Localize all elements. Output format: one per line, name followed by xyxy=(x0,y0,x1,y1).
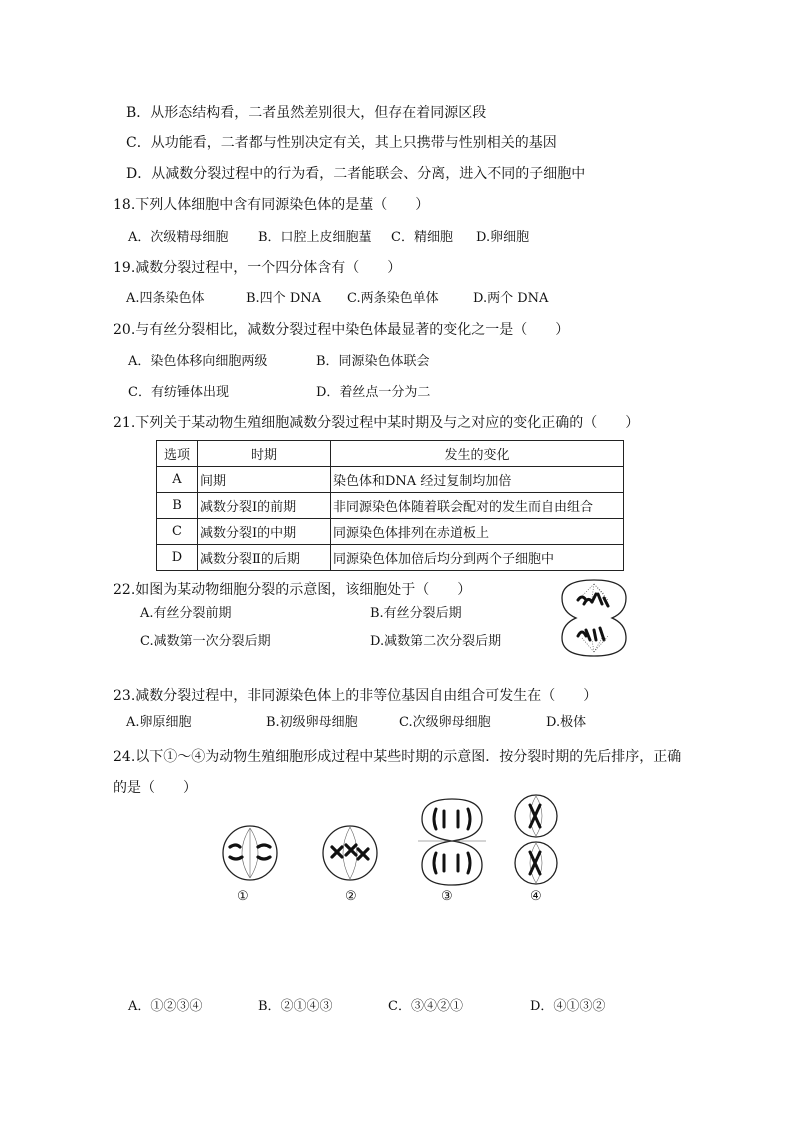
table-cell: 间期 xyxy=(198,467,331,493)
figure-label-2: ② xyxy=(345,889,357,904)
figure-label-3: ③ xyxy=(441,889,453,904)
q17-option-d: D．从减数分裂过程中的行为看，二者能联会、分离，进入不同的子细胞中 xyxy=(126,166,586,182)
table-cell: 非同源染色体随着联会配对的发生而自由组合 xyxy=(331,493,624,519)
q23-option-d: D.极体 xyxy=(546,715,587,730)
q20-option-b: B．同源染色体联会 xyxy=(316,354,430,369)
q23-option-b: B.初级卵母细胞 xyxy=(266,715,358,730)
q23-stem: 23.减数分裂过程中，非同源染色体上的非等位基因自由组合可发生在（ ） xyxy=(113,688,598,704)
q17-option-c: C．从功能看，二者都与性别决定有关，其上只携带与性别相关的基因 xyxy=(126,135,557,151)
q17-option-b: B．从形态结构看，二者虽然差别很大，但存在着同源区段 xyxy=(126,105,487,121)
q18-option-b: B．口腔上皮细胞蓳 xyxy=(258,230,372,245)
q18-option-a: A．次级精母细胞 xyxy=(128,230,229,245)
q19-option-b: B.四个 DNA xyxy=(246,291,322,306)
q19-option-c: C.两条染色单体 xyxy=(347,291,439,306)
cell-figure-2 xyxy=(320,823,380,883)
table-cell: C xyxy=(157,519,198,545)
q24-option-b: B．②①④③ xyxy=(258,999,333,1014)
table-cell: 同源染色体加倍后均分到两个子细胞中 xyxy=(331,545,624,571)
table-cell: 减数分裂Ⅱ的后期 xyxy=(198,545,331,571)
q22-option-c: C.减数第一次分裂后期 xyxy=(140,634,271,649)
table-header-row xyxy=(157,441,624,467)
table-row xyxy=(157,545,624,571)
figure-label-1: ① xyxy=(237,889,249,904)
q24-option-c: C．③④②① xyxy=(388,999,463,1014)
figure-label-4: ④ xyxy=(530,889,542,904)
q22-option-a: A.有丝分裂前期 xyxy=(140,606,232,621)
q24-option-a: A．①②③④ xyxy=(128,999,203,1014)
cell-figure-3 xyxy=(414,797,490,887)
table-cell: D xyxy=(157,545,198,571)
table-cell: 减数分裂Ⅰ的中期 xyxy=(198,519,331,545)
q24-stem-continued: 的是（ ） xyxy=(113,780,197,796)
table-cell: 染色体和DNA 经过复制均加倍 xyxy=(331,467,624,493)
q20-option-a: A．染色体移向细胞两级 xyxy=(128,354,268,369)
table-cell: 同源染色体排列在赤道板上 xyxy=(331,519,624,545)
table-cell: B xyxy=(157,493,198,519)
table-header: 时期 xyxy=(198,441,331,467)
q24-stem: 24.以下①～④为动物生殖细胞形成过程中某些时期的示意图．按分裂时期的先后排序，正确 xyxy=(113,749,682,765)
table-header: 发生的变化 xyxy=(331,441,624,467)
table-row xyxy=(157,493,624,519)
table-cell: A xyxy=(157,467,198,493)
table-cell: 减数分裂Ⅰ的前期 xyxy=(198,493,331,519)
q20-option-d: D．着丝点一分为二 xyxy=(316,385,431,400)
q21-stem: 21.下列关于某动物生殖细胞减数分裂过程中某时期及与之对应的变化正确的（ ） xyxy=(113,415,640,431)
q19-option-d: D.两个 DNA xyxy=(473,291,549,306)
q21-table xyxy=(156,440,624,571)
cell-figure-1 xyxy=(220,823,280,883)
table-row xyxy=(157,519,624,545)
dividing-cell-figure xyxy=(552,578,636,658)
cell-figure-4 xyxy=(506,793,566,887)
q22-option-b: B.有丝分裂后期 xyxy=(370,606,462,621)
q22-option-d: D.减数第二次分裂后期 xyxy=(370,634,502,649)
q18-stem: 18.下列人体细胞中含有同源染色体的是蓳（ ） xyxy=(113,197,430,213)
q23-option-a: A.卵原细胞 xyxy=(126,715,192,730)
q18-option-d: D.卵细胞 xyxy=(476,230,530,245)
q18-option-c: C．精细胞 xyxy=(391,230,453,245)
table-row xyxy=(157,467,624,493)
q20-option-c: C．有纺锤体出现 xyxy=(128,385,229,400)
q23-option-c: C.次级卵母细胞 xyxy=(399,715,491,730)
q20-stem: 20.与有丝分裂相比，减数分裂过程中染色体最显著的变化之一是（ ） xyxy=(113,322,570,338)
q22-stem: 22.如图为某动物细胞分裂的示意图，该细胞处于（ ） xyxy=(113,582,472,598)
q19-option-a: A.四条染色体 xyxy=(126,291,205,306)
q19-stem: 19.减数分裂过程中，一个四分体含有（ ） xyxy=(113,260,402,276)
table-header: 选项 xyxy=(157,441,198,467)
q24-option-d: D．④①③② xyxy=(530,999,606,1014)
